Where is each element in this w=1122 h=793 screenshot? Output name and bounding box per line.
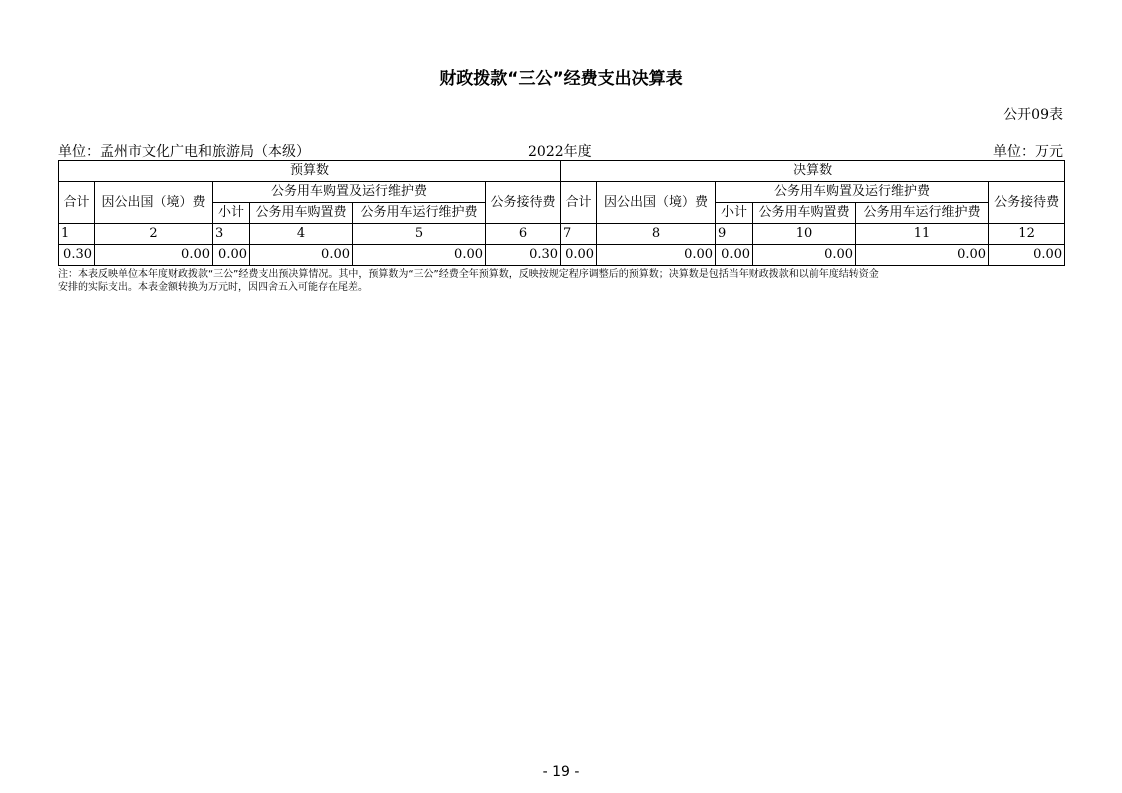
fiscal-year: 2022年度 [528, 144, 592, 160]
final-subtotal-value: 0.00 [716, 245, 753, 266]
meta-row [58, 141, 1063, 159]
final-header: 决算数 [561, 161, 1065, 182]
three-public-expenses-table [58, 160, 1065, 266]
budget-vehicle-purchase-header: 公务用车购置费 [250, 203, 353, 224]
header-row-1 [59, 161, 1065, 182]
column-number: 9 [716, 224, 753, 245]
budget-vehicle-group-header: 公务用车购置及运行维护费 [213, 182, 486, 203]
column-number: 11 [856, 224, 989, 245]
column-number: 7 [561, 224, 597, 245]
form-number: 公开09表 [1003, 107, 1063, 123]
reporting-unit: 单位：孟州市文化广电和旅游局（本级） [58, 144, 310, 160]
final-vehicle-purchase-value: 0.00 [753, 245, 856, 266]
budget-reception-value: 0.30 [486, 245, 561, 266]
final-total-value: 0.00 [561, 245, 597, 266]
final-total-header: 合计 [561, 182, 597, 224]
budget-reception-header: 公务接待费 [486, 182, 561, 224]
table-note [58, 268, 1064, 294]
final-vehicle-group-header: 公务用车购置及运行维护费 [716, 182, 989, 203]
currency-unit: 单位：万元 [993, 144, 1063, 160]
column-number: 8 [597, 224, 716, 245]
final-subtotal-header: 小计 [716, 203, 753, 224]
budget-header: 预算数 [59, 161, 561, 182]
column-number: 10 [753, 224, 856, 245]
final-abroad-value: 0.00 [597, 245, 716, 266]
budget-subtotal-header: 小计 [213, 203, 250, 224]
budget-abroad-header: 因公出国（境）费 [95, 182, 213, 224]
budget-abroad-value: 0.00 [95, 245, 213, 266]
column-number: 3 [213, 224, 250, 245]
column-number: 12 [989, 224, 1065, 245]
column-number: 4 [250, 224, 353, 245]
page-title: 财政拨款“三公”经费支出决算表 [439, 69, 683, 89]
budget-total-header: 合计 [59, 182, 95, 224]
budget-vehicle-operation-header: 公务用车运行维护费 [353, 203, 486, 224]
final-vehicle-operation-value: 0.00 [856, 245, 989, 266]
final-abroad-header: 因公出国（境）费 [597, 182, 716, 224]
column-number: 2 [95, 224, 213, 245]
note-line: 注：本表反映单位本年度财政拨款“三公”经费支出预决算情况。其中，预算数为“三公”经费全年预算数，反映按规定程序调整后的预算数；决算数是包括当年财政拨款和以前年度结转资金 [58, 269, 879, 280]
budget-vehicle-operation-value: 0.00 [353, 245, 486, 266]
final-reception-header: 公务接待费 [989, 182, 1065, 224]
budget-vehicle-purchase-value: 0.00 [250, 245, 353, 266]
final-vehicle-operation-header: 公务用车运行维护费 [856, 203, 989, 224]
column-number: 5 [353, 224, 486, 245]
final-reception-value: 0.00 [989, 245, 1065, 266]
column-number: 6 [486, 224, 561, 245]
header-row-2 [59, 182, 1065, 203]
column-number-row [59, 224, 1065, 245]
final-vehicle-purchase-header: 公务用车购置费 [753, 203, 856, 224]
budget-subtotal-value: 0.00 [213, 245, 250, 266]
budget-total-value: 0.30 [59, 245, 95, 266]
value-row [59, 245, 1065, 266]
note-line: 安排的实际支出。本表金额转换为万元时，因四舍五入可能存在尾差。 [58, 282, 368, 293]
page-number: - 19 - [542, 764, 580, 780]
column-number: 1 [59, 224, 95, 245]
